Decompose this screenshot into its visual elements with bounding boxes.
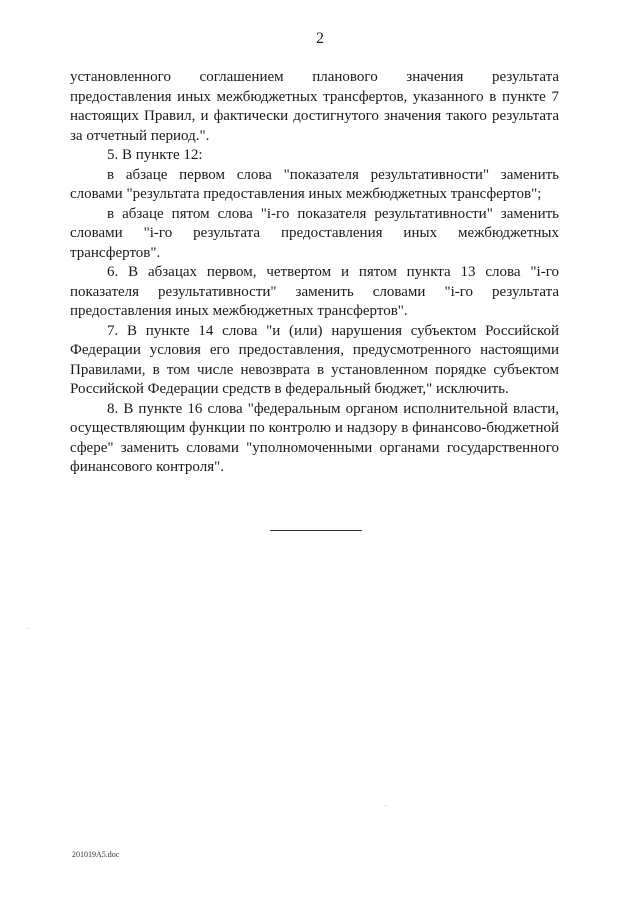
end-separator-line — [270, 530, 362, 531]
paragraph-item-8: 8. В пункте 16 слова "федеральным органом исполнительной власти, осуществляющим функции по контролю и надзору в финансово-бюджетной сфере" заменить словами "уполномоченными органами государственного финансового контроля". — [70, 400, 559, 475]
paragraph-item-5-abzac-1: в абзаце первом слова "показателя результативности" заменить словами "результата предоставления иных межбюджетных трансфертов"; — [70, 166, 559, 202]
paragraph-continuation: установленного соглашением планового значения результата предоставления иных межбюджетных трансфертов, указанного в пункте 7 настоящих Правил, и фактически достигнутого значения такого результата за отчетный период.". — [70, 69, 559, 144]
page-number: 2 — [316, 30, 324, 47]
scan-speck — [27, 628, 28, 629]
paragraph-item-5-abzac-5: в абзаце пятом слова "i-го показателя результативности" заменить словами "i-го результата предоставления иных межбюджетных трансфертов". — [70, 205, 559, 261]
document-body — [70, 68, 559, 478]
footer-filename: 201019A5.doc — [72, 850, 120, 859]
paragraph-item-5: 5. В пункте 12: — [107, 147, 203, 163]
scan-speck — [385, 805, 386, 806]
paragraph-item-7: 7. В пункте 14 слова "и (или) нарушения субъектом Российской Федерации условия его предоставления, предусмотренного настоящими Правилами, в том числе невозврата в установленном порядке субъектом Российской Федерации средств в федеральный бюджет," исключить. — [70, 322, 559, 397]
paragraph-item-6: 6. В абзацах первом, четвертом и пятом пункта 13 слова "i-го показателя результативности" заменить словами "i-го результата предоставления иных межбюджетных трансфертов". — [70, 264, 559, 319]
